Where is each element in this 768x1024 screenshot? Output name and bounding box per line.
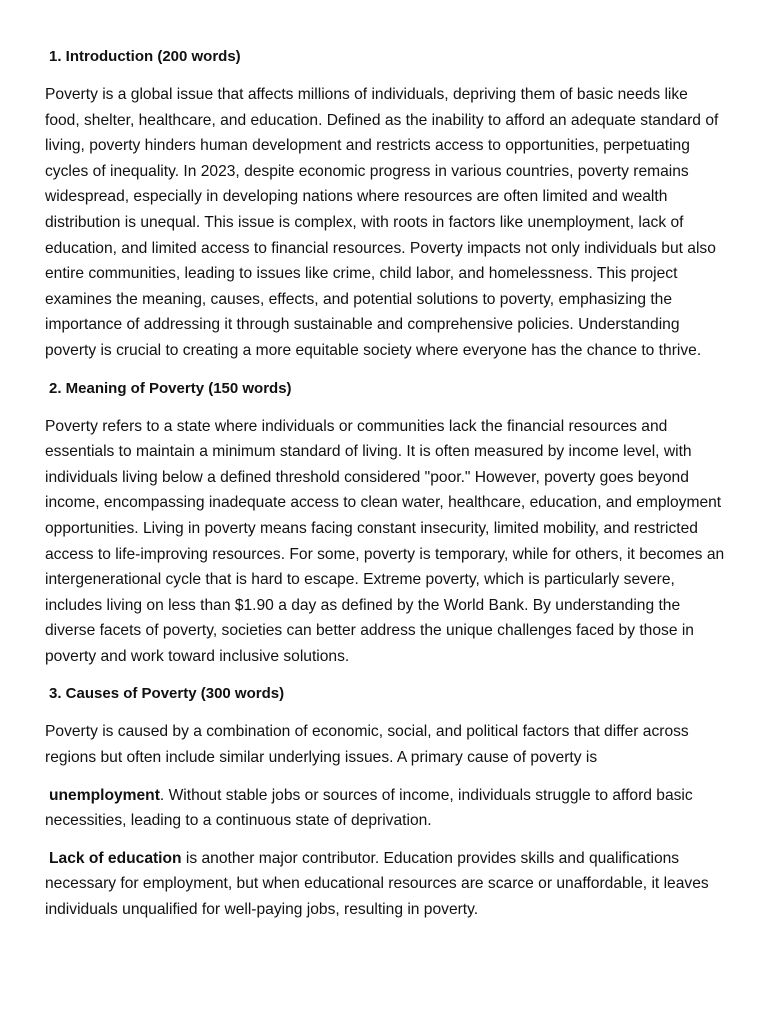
unemployment-text: . Without stable jobs or sources of income, individuals struggle to afford basic necessities, leading to a continuous state of deprivation. bbox=[45, 786, 693, 830]
unemployment-term: unemployment bbox=[49, 786, 160, 804]
section-heading-meaning: 2. Meaning of Poverty (150 words) bbox=[49, 379, 292, 397]
document-page bbox=[45, 44, 725, 935]
education-term: Lack of education bbox=[49, 849, 182, 867]
education-text: is another major contributor. Education provides skills and qualifications necessary for employment, but when educational resources are scarce or unaffordable, it leaves individuals unqualified for well-paying jobs, resulting in poverty. bbox=[45, 849, 709, 919]
unemployment-paragraph bbox=[45, 783, 725, 834]
causes-intro-paragraph: Poverty is caused by a combination of economic, social, and political factors that differ across regions but often include similar underlying issues. A primary cause of poverty is bbox=[45, 723, 689, 767]
introduction-paragraph: Poverty is a global issue that affects millions of individuals, depriving them of basic needs like food, shelter, healthcare, and education. Defined as the inability to afford an adequate standard of living, poverty hinders human development and restricts access to opportunities, perpetuating cycles of inequality. In 2023, despite economic progress in various countries, poverty remains widespread, especially in developing nations where resources are often limited and wealth distribution is unequal. This issue is complex, with roots in factors like unemployment, lack of education, and limited access to financial resources. Poverty impacts not only individuals but also entire communities, leading to issues like crime, child labor, and homelessness. This project examines the meaning, causes, effects, and potential solutions to poverty, emphasizing the importance of addressing it through sustainable and comprehensive policies. Understanding poverty is crucial to creating a more equitable society where everyone has the chance to thrive. bbox=[45, 86, 719, 359]
section-heading-introduction: 1. Introduction (200 words) bbox=[49, 48, 241, 65]
meaning-paragraph: Poverty refers to a state where individuals or communities lack the financial resources and essentials to maintain a minimum standard of living. It is often measured by income level, with individuals living below a defined threshold considered "poor." However, poverty goes beyond income, encompassing inadequate access to clean water, healthcare, education, and employment opportunities. Living in poverty means facing constant insecurity, limited mobility, and restricted access to life-improving resources. For some, poverty is temporary, while for others, it becomes an intergenerational cycle that is hard to escape. Extreme poverty, which is particularly severe, includes living on less than $1.90 a day as defined by the World Bank. By understanding the diverse facets of poverty, societies can better address the unique challenges faced by those in poverty and work toward inclusive solutions. bbox=[45, 417, 725, 665]
section-heading-causes: 3. Causes of Poverty (300 words) bbox=[49, 685, 285, 703]
education-paragraph bbox=[45, 846, 725, 923]
